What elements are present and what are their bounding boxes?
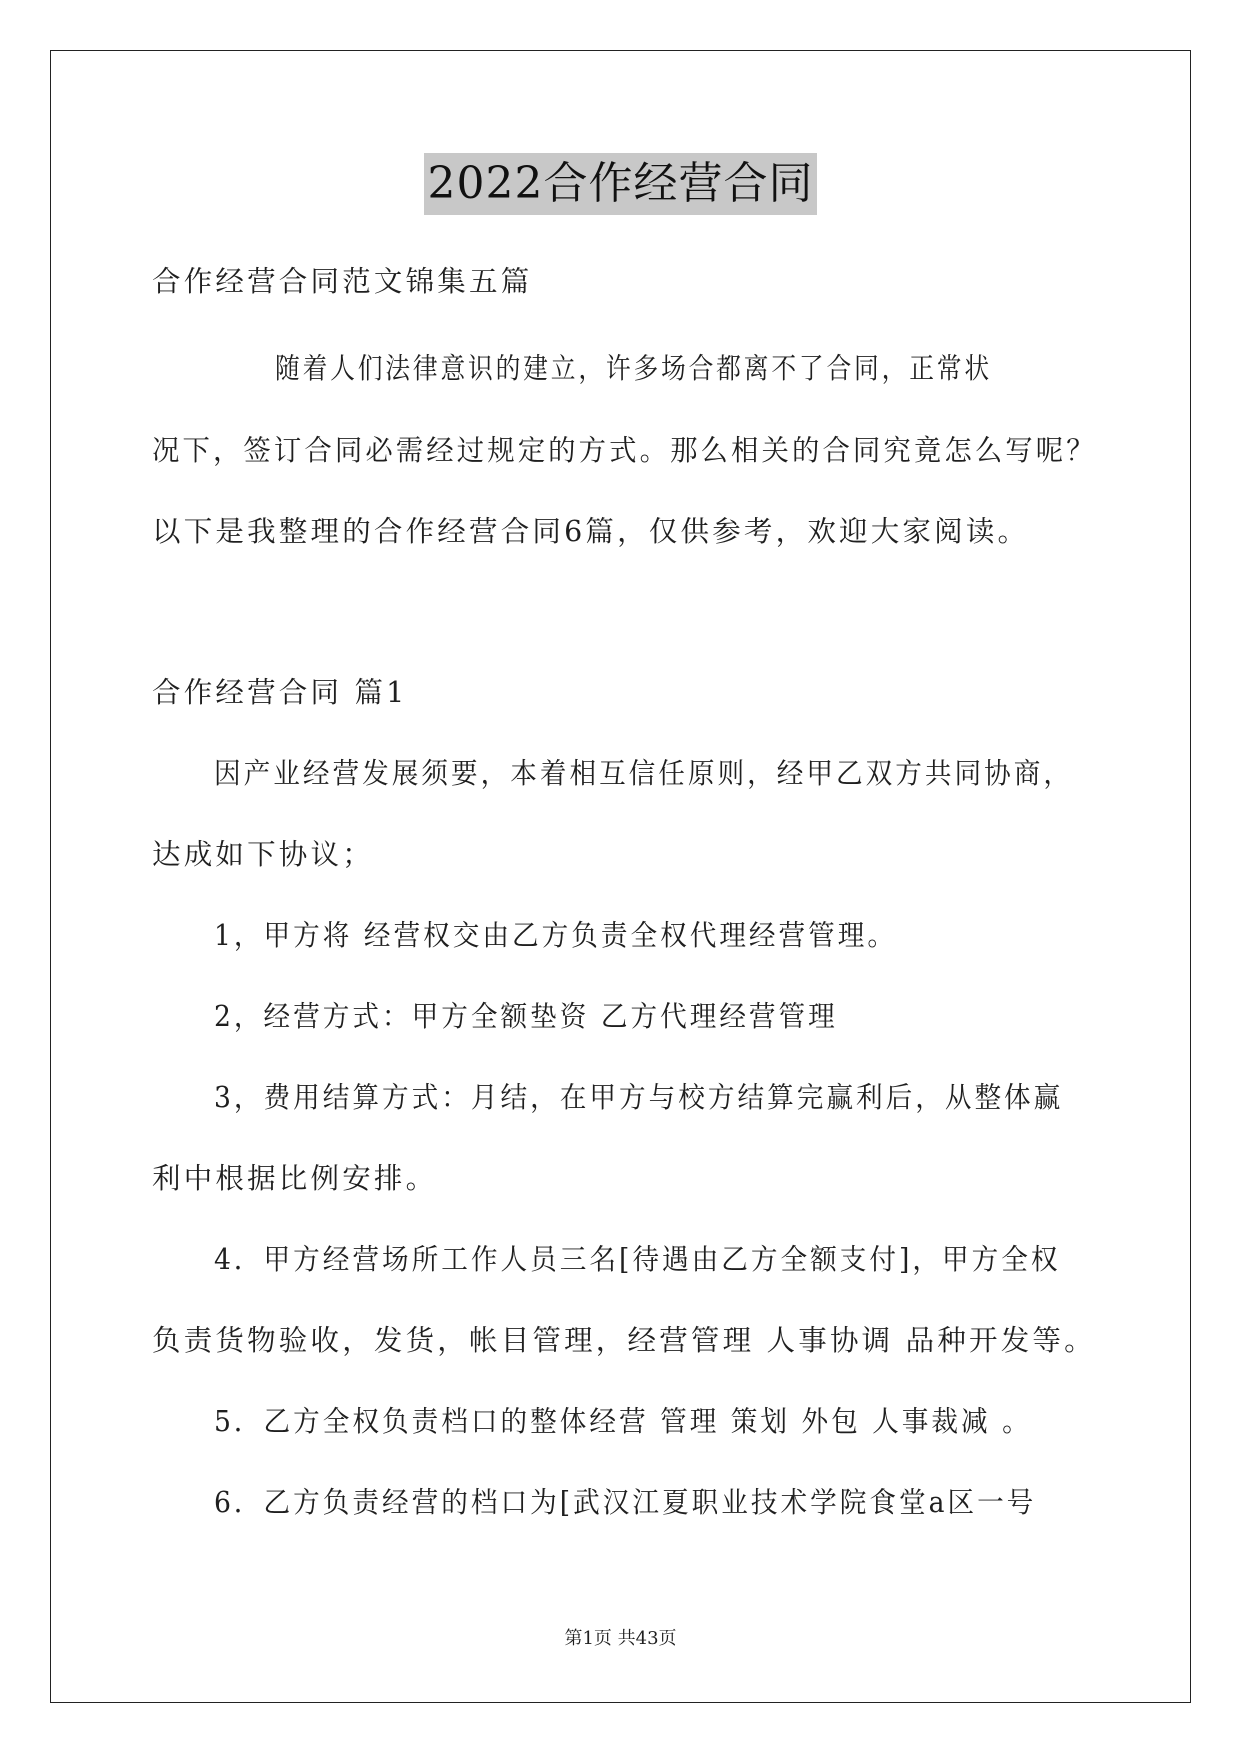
clause-line: 利中根据比例安排。 <box>152 1162 438 1195</box>
page-footer: 第1页 共43页 <box>564 1628 677 1649</box>
paragraph-line: 况下，签订合同必需经过规定的方式。那么相关的合同究竟怎么写呢？ <box>152 434 1097 467</box>
paragraph-line: 因产业经营发展须要，本着相互信任原则，经甲乙双方共同协商， <box>214 757 1073 790</box>
clause-line: 5．乙方全权负责档口的整体经营 管理 策划 外包 人事裁减 。 <box>214 1405 1032 1438</box>
clause-line: 3，费用结算方式：月结，在甲方与校方结算完赢利后，从整体赢 <box>214 1081 1064 1114</box>
document-title-text: 2022合作经营合同 <box>424 153 818 215</box>
paragraph-line: 达成如下协议； <box>152 838 374 871</box>
clause-line: 1，甲方将 经营权交由乙方负责全权代理经营管理。 <box>214 919 898 952</box>
paragraph-line: 随着人们法律意识的建立，许多场合都离不了合同，正常状 <box>275 352 992 385</box>
clause-line: 4．甲方经营场所工作人员三名[待遇由乙方全额支付]，甲方全权 <box>214 1243 1061 1276</box>
subtitle-line: 合作经营合同范文锦集五篇 <box>152 265 533 298</box>
clause-line: 2，经营方式：甲方全额垫资 乙方代理经营管理 <box>214 1000 838 1033</box>
document-title <box>0 153 1241 215</box>
section-heading: 合作经营合同 篇1 <box>152 676 408 709</box>
paragraph-line: 以下是我整理的合作经营合同6篇，仅供参考，欢迎大家阅读。 <box>152 515 1030 548</box>
clause-line: 6．乙方负责经营的档口为[武汉江夏职业技术学院食堂a区一号 <box>214 1486 1037 1519</box>
clause-line: 负责货物验收，发货，帐目管理，经营管理 人事协调 品种开发等。 <box>152 1324 1096 1357</box>
